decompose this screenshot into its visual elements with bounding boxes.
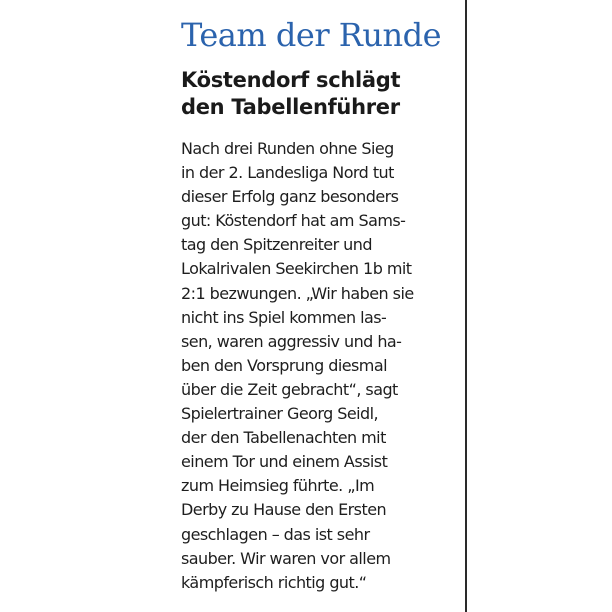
body-line: Spielertrainer Georg Seidl, <box>181 404 379 424</box>
body-line: nicht ins Spiel kommen las- <box>181 307 387 327</box>
body-line: kämpferisch richtig gut.“ <box>181 572 367 592</box>
body-line: Derby zu Hause den Ersten <box>181 500 387 520</box>
body-line: Lokalrivalen Seekirchen 1b mit <box>181 259 412 279</box>
headline-line: Köstendorf schlägt <box>181 68 401 92</box>
body-line: einem Tor und einem Assist <box>181 452 388 472</box>
article-body <box>181 137 463 595</box>
body-line: 2:1 bezwungen. „Wir haben sie <box>181 283 414 303</box>
body-line: sen, waren aggressiv und ha- <box>181 331 402 351</box>
body-line: gut: Köstendorf hat am Sams- <box>181 211 406 231</box>
headline-line: den Tabellenführer <box>181 95 400 119</box>
body-line: in der 2. Landesliga Nord tut <box>181 163 394 183</box>
body-line: über die Zeit gebracht“, sagt <box>181 379 398 399</box>
article-headline <box>181 67 461 121</box>
body-line: zum Heimsieg führte. „Im <box>181 476 375 496</box>
body-line: tag den Spitzenreiter und <box>181 235 372 255</box>
body-line: sauber. Wir waren vor allem <box>181 548 391 568</box>
section-kicker: Team der Runde <box>181 16 442 54</box>
body-line: Nach drei Runden ohne Sieg <box>181 139 394 158</box>
body-line: geschlagen – das ist sehr <box>181 524 370 544</box>
body-line: ben den Vorsprung diesmal <box>181 355 387 375</box>
body-line: der den Tabellenachten mit <box>181 428 386 448</box>
column-divider <box>465 0 467 612</box>
body-line: dieser Erfolg ganz besonders <box>181 187 399 207</box>
